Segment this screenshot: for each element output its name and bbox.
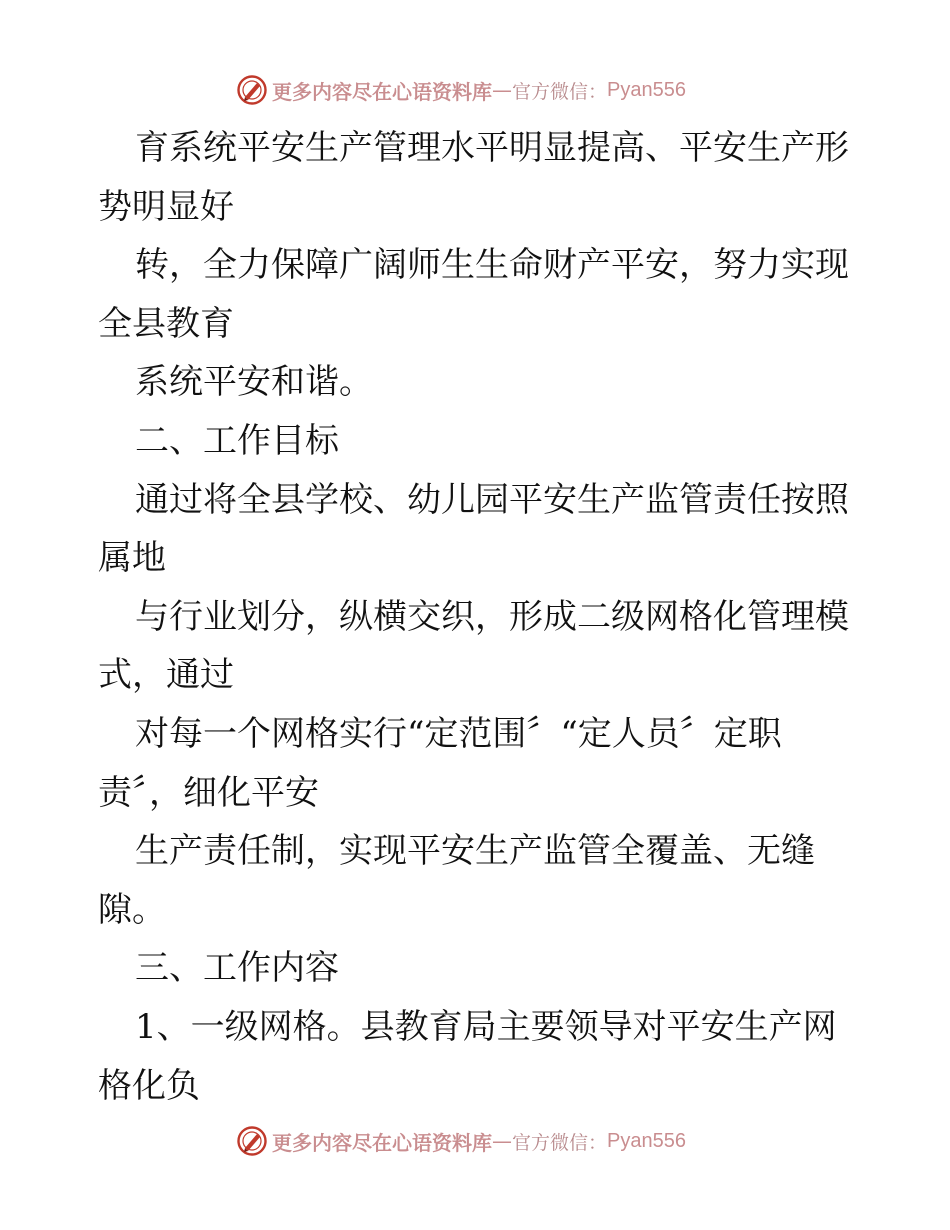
body-line: 属地 bbox=[98, 538, 166, 579]
body-line: 1、一级网格。县教育局主要领导对平安生产网 bbox=[135, 1006, 837, 1047]
body-line: 势明显好 bbox=[98, 186, 234, 227]
body-line: 二、工作目标 bbox=[135, 420, 339, 461]
body-line: 格化负 bbox=[98, 1065, 200, 1106]
body-text-block bbox=[98, 119, 858, 1115]
header-watermark-banner bbox=[236, 73, 686, 107]
banner-wechat-id: Pyan556 bbox=[607, 1129, 686, 1152]
body-line: 育系统平安生产管理水平明显提高、平安生产形 bbox=[135, 128, 849, 168]
banner-wechat-id: Pyan556 bbox=[607, 78, 686, 101]
banner-wechat-label: 官方微信： bbox=[512, 1131, 608, 1154]
banner-main-text: 更多内容尽在心语资料库 bbox=[272, 79, 492, 104]
red-circle-pen-logo-icon bbox=[236, 1125, 268, 1157]
body-line: 生产责任制，实现平安生产监管全覆盖、无缝 bbox=[135, 831, 815, 872]
red-circle-pen-logo-icon bbox=[236, 74, 268, 106]
banner-wechat-label: 官方微信： bbox=[512, 80, 608, 103]
footer-watermark-banner bbox=[236, 1124, 686, 1158]
body-line: 通过将全县学校、幼儿园平安生产监管责任按照 bbox=[135, 479, 849, 520]
banner-separator: — bbox=[492, 1129, 512, 1153]
body-line: 对每一个网格实行“定范围〞“定人员〞定职 bbox=[135, 713, 782, 754]
body-line: 式，通过 bbox=[98, 655, 234, 696]
body-line: 转，全力保障广阔师生生命财产平安，努力实现 bbox=[135, 245, 849, 286]
body-line: 全县教育 bbox=[98, 303, 234, 344]
body-line: 三、工作内容 bbox=[135, 948, 339, 989]
banner-separator: — bbox=[492, 78, 512, 102]
body-line: 责〞，细化平安 bbox=[98, 772, 319, 813]
body-line: 隙。 bbox=[98, 889, 166, 930]
body-line: 系统平安和谐。 bbox=[135, 362, 373, 403]
banner-main-text: 更多内容尽在心语资料库 bbox=[272, 1130, 492, 1155]
body-line: 与行业划分，纵横交织，形成二级网格化管理模 bbox=[135, 596, 849, 637]
